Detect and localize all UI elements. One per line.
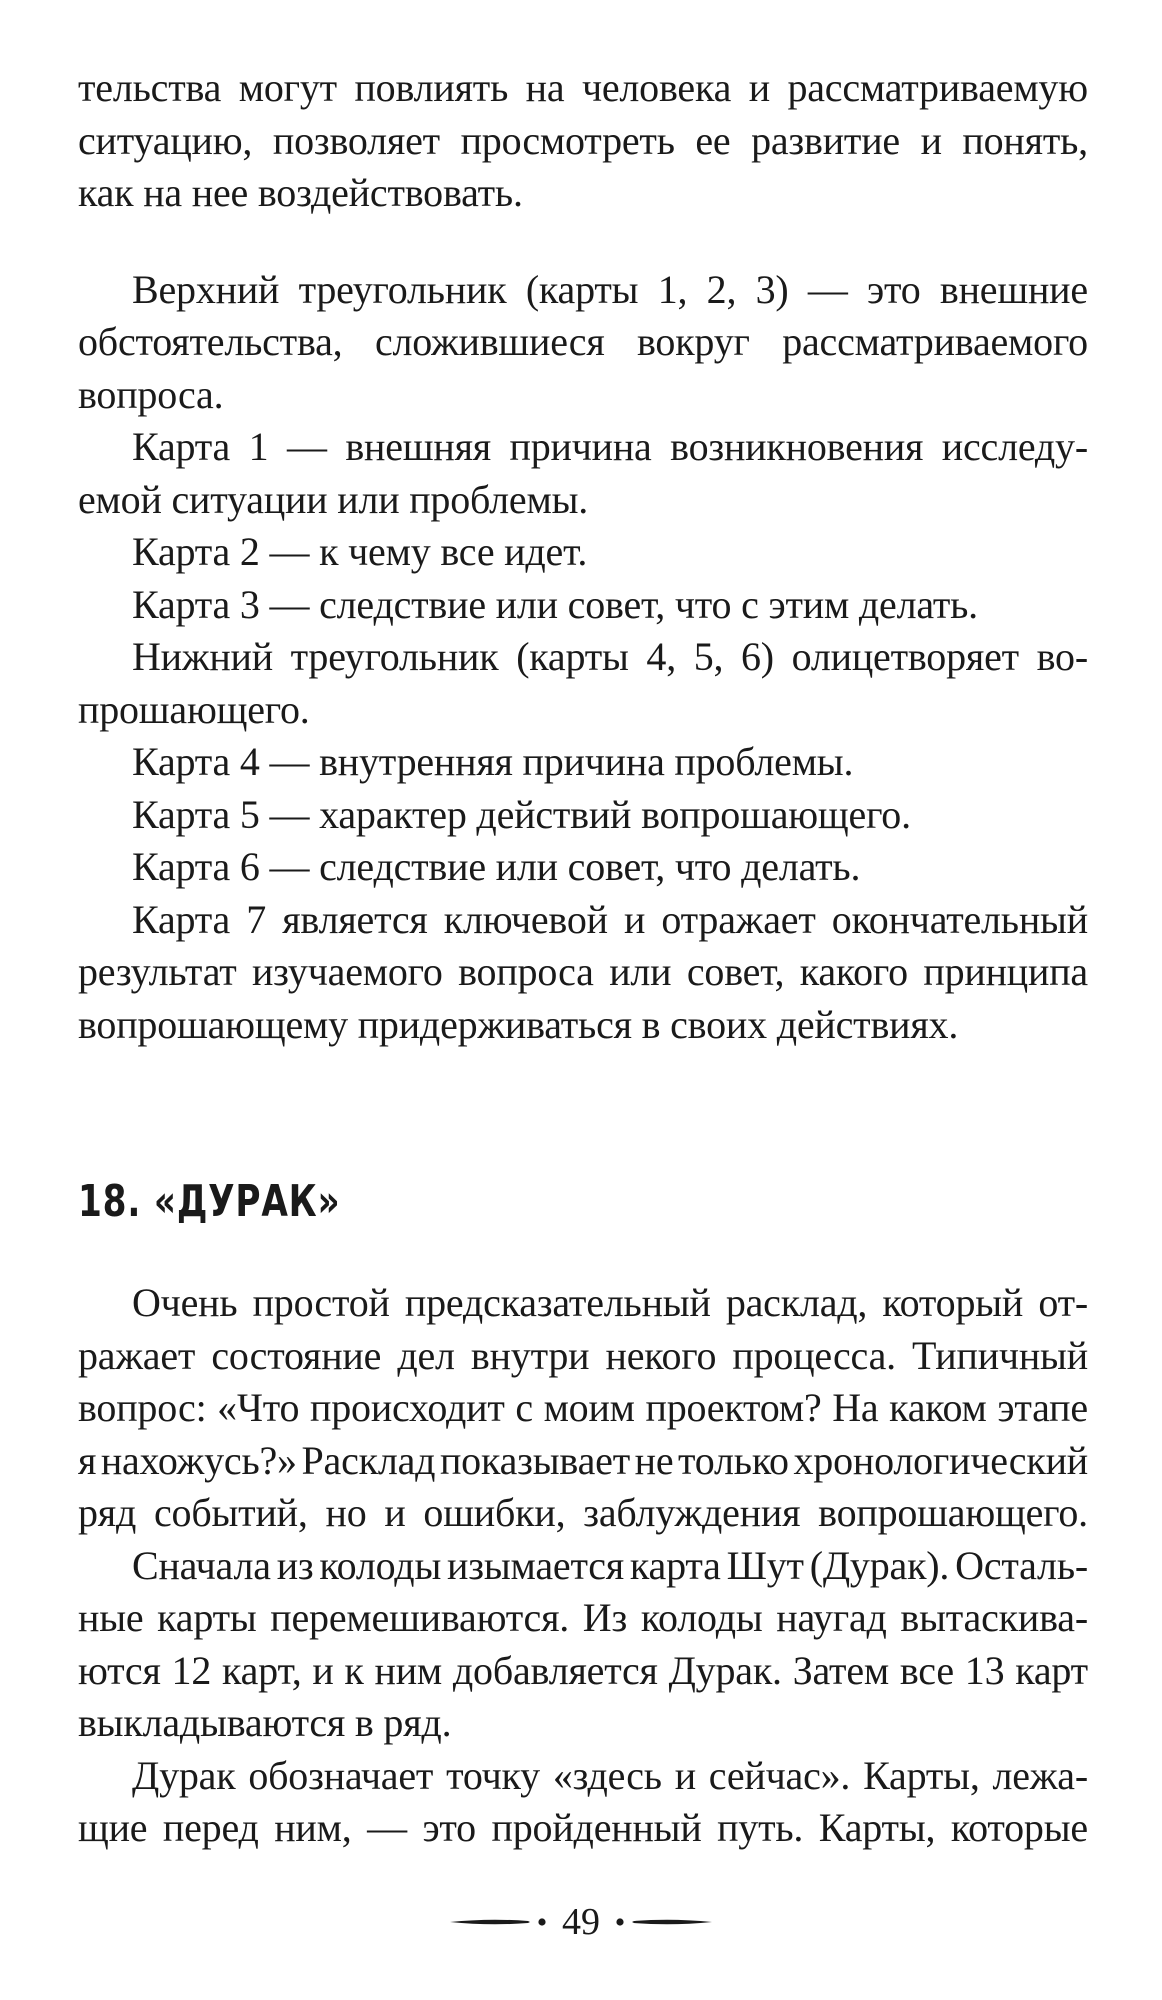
text-line: ражает состояние дел внутри некого процесса. Типичный <box>78 1332 1088 1378</box>
text-line: Карта 6 — следствие или совет, что делать. <box>132 844 861 889</box>
paragraph-intro <box>78 62 1088 220</box>
text-line: ряд событий, но и ошибки, заблуждения вопрошающего. <box>78 1490 1088 1535</box>
text-line: обстоятельства, сложившиеся вокруг рассматриваемого <box>78 319 1088 364</box>
paragraph-card-7 <box>78 894 1088 1052</box>
text-line: Карта 3 — следствие или совет, что с этим делать. <box>132 581 978 627</box>
paragraph-upper-triangle <box>78 264 1088 422</box>
left-ornament-icon <box>450 1916 548 1928</box>
right-ornament-icon <box>614 1916 712 1928</box>
text-line: Сначала из колоды изымается карта Шут (Дурак). Осталь- <box>132 1542 1088 1588</box>
text-line: вопрошающему придерживаться в своих действиях. <box>78 1001 959 1047</box>
page-footer <box>0 1902 1162 1942</box>
paragraph-card-2 <box>78 526 1088 579</box>
text-line: Карта 2 — к чему все идет. <box>132 529 588 574</box>
text-line: Нижний треугольник (карты 4, 5, 6) олицетворяет во- <box>132 634 1088 679</box>
text-line: ситуацию, позволяет просмотреть ее развитие и понять, <box>78 117 1088 163</box>
text-line: выкладываются в ряд. <box>78 1700 452 1745</box>
text-line: емой ситуации или проблемы. <box>78 476 589 522</box>
text-line: Карта 1 — внешняя причина возникновения исследу- <box>132 424 1088 469</box>
text-line: ются 12 карт, и к ним добавляется Дурак. Затем все 13 карт <box>78 1647 1088 1693</box>
paragraph-card-4 <box>78 736 1088 789</box>
text-line: вопроса. <box>78 371 224 417</box>
text-line: вопрос: «Что происходит с моим проектом? На каком этапе <box>78 1385 1088 1430</box>
text-line: тельства могут повлиять на человека и рассматриваемую <box>78 65 1088 110</box>
text-line: я нахожусь?» Расклад показывает не только хронологический <box>78 1437 1088 1483</box>
text-line: прошающего. <box>78 686 310 732</box>
text-line: Карта 4 — внутренняя причина проблемы. <box>132 739 854 784</box>
text-line: Очень простой предсказательный расклад, который от- <box>132 1280 1088 1325</box>
text-line: Карта 7 является ключевой и отражает окончательный <box>132 896 1088 942</box>
section-heading: 18. «ДУРАК» <box>78 1176 341 1227</box>
page-body <box>78 62 1088 1855</box>
paragraph-card-1 <box>78 421 1088 526</box>
text-line: Дурак обозначает точку «здесь и сейчас». Карты, лежа- <box>132 1752 1088 1798</box>
text-line: ные карты перемешиваются. Из колоды наугад вытаскива- <box>78 1595 1088 1640</box>
paragraph-fool-2 <box>78 1540 1088 1750</box>
paragraph-card-6 <box>78 841 1088 894</box>
text-line: как на нее воздействовать. <box>78 170 523 215</box>
text-line: щие перед ним, — это пройденный путь. Карты, которые <box>78 1805 1088 1850</box>
text-line: Карта 5 — характер действий вопрошающего. <box>132 791 911 837</box>
paragraph-fool-1 <box>78 1277 1088 1540</box>
text-line: результат изучаемого вопроса или совет, какого принципа <box>78 949 1088 994</box>
paragraph-card-5 <box>78 789 1088 842</box>
paragraph-fool-3 <box>78 1750 1088 1855</box>
page-number: 49 <box>562 1901 600 1943</box>
paragraph-card-3 <box>78 579 1088 632</box>
paragraph-lower-triangle <box>78 631 1088 736</box>
text-line: Верхний треугольник (карты 1, 2, 3) — это внешние <box>132 266 1088 312</box>
